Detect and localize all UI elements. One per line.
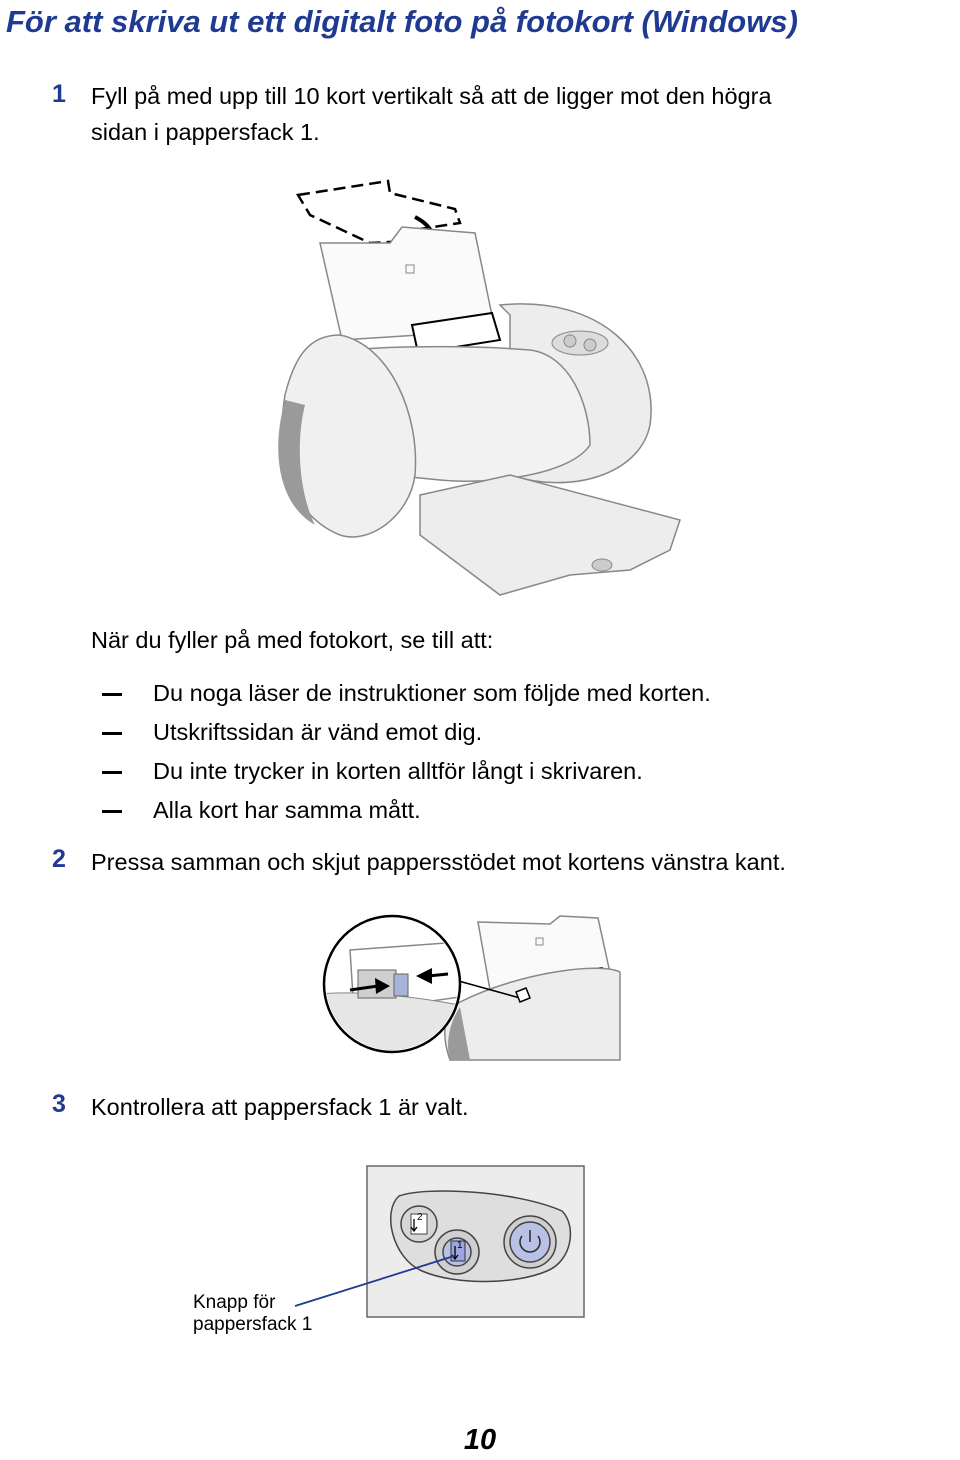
checklist-intro: När du fyller på med fotokort, se till att: bbox=[91, 627, 494, 653]
step-2-number: 2 bbox=[52, 845, 66, 873]
step-3-text: Kontrollera att pappersfack 1 är valt. bbox=[91, 1094, 469, 1120]
bullet-dash bbox=[102, 810, 122, 813]
bullet-dash bbox=[102, 771, 122, 774]
step-1-number: 1 bbox=[52, 80, 66, 108]
step-1-text-line-2: sidan i pappersfack 1. bbox=[91, 119, 320, 145]
page-number: 10 bbox=[463, 1424, 497, 1456]
callout-label-line-2: pappersfack 1 bbox=[193, 1314, 313, 1335]
step-2-text: Pressa samman och skjut pappersstödet mot kortens vänstra kant. bbox=[91, 849, 786, 875]
tray-2-button-label: 2 bbox=[417, 1212, 423, 1223]
callout-leader-line bbox=[290, 1250, 460, 1310]
callout-label-line-1: Knapp för bbox=[193, 1292, 276, 1313]
checklist-item-3: Du inte trycker in korten alltför långt i skrivaren. bbox=[153, 758, 643, 784]
paper-guide-illustration bbox=[320, 912, 625, 1062]
page-title: För att skriva ut ett digitalt foto på fotokort (Windows) bbox=[6, 4, 798, 39]
bullet-dash bbox=[102, 693, 122, 696]
printer-loading-illustration bbox=[270, 175, 690, 605]
bullet-dash bbox=[102, 732, 122, 735]
checklist-item-4: Alla kort har samma mått. bbox=[153, 797, 421, 823]
tray-1-button-label: 1 bbox=[457, 1240, 463, 1251]
step-3-number: 3 bbox=[52, 1090, 66, 1118]
step-1-text-line-1: Fyll på med upp till 10 kort vertikalt så att de ligger mot den högra bbox=[91, 83, 772, 109]
checklist-item-2: Utskriftssidan är vänd emot dig. bbox=[153, 719, 483, 745]
checklist-item-1: Du noga läser de instruktioner som följde med korten. bbox=[153, 680, 711, 706]
